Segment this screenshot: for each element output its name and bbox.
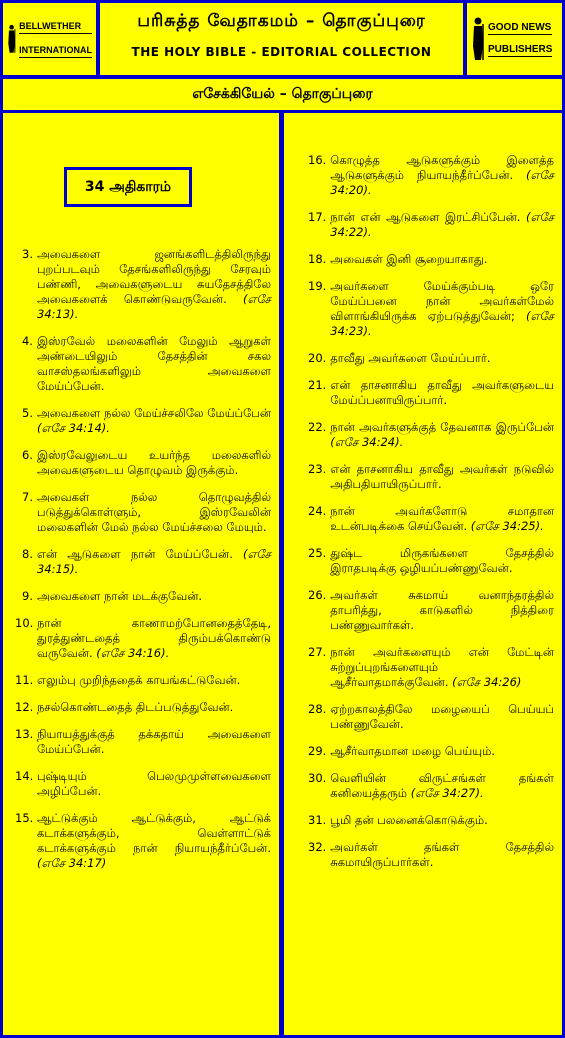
verse-body: ஆசீர்வாதமான மழை பெய்யும். <box>330 744 495 758</box>
verse-body: அவைகளை ஜனங்களிடத்திலிருந்து புறப்படவும் தேசங்களிலிருந்து சேரவும் பண்ணி, அவைகளுடைய சுயதேசத்திலே அவைகளைக் கொண்டுவருவேன். <box>37 247 271 306</box>
verse-item <box>15 811 271 871</box>
verse-text <box>37 547 271 577</box>
verse-text <box>330 744 554 759</box>
verse-item <box>308 504 554 534</box>
title-box <box>100 3 463 75</box>
verse-item <box>15 700 271 715</box>
verse-body: இஸ்ரவேல் மலைகளின் மேலும் ஆறுகள் அண்டையிலும் தேசத்தின் சகல வாசஸ்தலங்களிலும் அவைகளை மேய்ப்பேன். <box>37 334 271 393</box>
verse-body: கொழுத்த ஆடுகளுக்கும் இளைத்த ஆடுகளுக்கும் நியாயந்தீர்ப்பேன். <box>330 153 554 182</box>
verse-body: நான் என் ஆடுகளை இரட்சிப்பேன். <box>330 210 521 224</box>
verse-reference: (எசே 34:24). <box>330 435 404 449</box>
verse-reference: (எசே 34:16). <box>92 646 170 660</box>
verse-item <box>308 702 554 732</box>
verse-number: 28. <box>308 702 327 716</box>
verse-number: 22. <box>308 420 327 434</box>
verse-text <box>37 448 271 478</box>
verse-text <box>330 645 554 690</box>
verse-item <box>308 813 554 828</box>
verse-number: 29. <box>308 744 327 758</box>
verse-item <box>15 406 271 436</box>
verse-number: 13. <box>15 727 34 741</box>
verse-body: அவைகள் இனி சூறையாகாது. <box>330 252 488 266</box>
verse-item <box>15 247 271 322</box>
verse-number: 14. <box>15 769 34 783</box>
verse-item <box>308 252 554 267</box>
verse-number: 27. <box>308 645 327 659</box>
verse-number: 4. <box>22 334 33 348</box>
verse-text <box>37 616 271 661</box>
verse-reference: (எசே 34:26) <box>448 675 522 689</box>
verse-text <box>330 588 554 633</box>
verse-number: 3. <box>22 247 33 261</box>
verse-body: நான் காணாமற்போனதைத்தேடி, துரத்துண்டதைத் திரும்பக்கொண்டு வருவேன். <box>37 616 271 660</box>
verse-text <box>330 378 554 408</box>
verse-reference: (எசே 34:13). <box>37 292 271 321</box>
verse-number: 15. <box>15 811 34 825</box>
verse-reference: (எசே 34:15). <box>37 547 272 576</box>
verse-item <box>308 210 554 240</box>
verse-body: வெளியின் விருட்சங்கள் தங்கள் கனியைத்தரும் <box>330 771 554 800</box>
verse-item <box>15 589 271 604</box>
verse-number: 7. <box>22 490 33 504</box>
verse-item <box>308 645 554 690</box>
good-news-logo <box>467 3 562 75</box>
verse-number: 5. <box>22 406 33 420</box>
verse-body: நசல்கொண்டதைத் திடப்படுத்துவேன். <box>37 700 234 714</box>
verse-item <box>15 727 271 757</box>
verse-body: அவைகளை நான் மடக்குவேன். <box>37 589 203 603</box>
verse-text <box>37 769 271 799</box>
verse-text <box>330 462 554 492</box>
verse-item <box>308 744 554 759</box>
verse-number: 8. <box>22 547 33 561</box>
verse-body: அவர்கள் சுகமாய் வனாந்தரத்தில் தாபரித்து, காடுகளில் நித்திரை பண்ணுவார்கள். <box>330 588 554 632</box>
verse-item <box>308 771 554 801</box>
verse-body: அவைகள் நல்ல தொழுவத்தில் படுத்துக்கொள்ளும், இஸ்ரவேலின் மலைகளின் மேல் நல்ல மேய்ச்சலை மேயும். <box>37 490 271 534</box>
verse-body: ஆட்டுக்கும் ஆட்டுக்கும், ஆட்டுக் கடாக்களுக்கும், வெள்ளாட்டுக் கடாக்களுக்கும் நான் நியாயந்தீர்ப்பேன். <box>37 811 271 855</box>
verse-number: 17. <box>308 210 327 224</box>
verse-number: 24. <box>308 504 327 518</box>
verse-list-right <box>308 153 554 870</box>
shepherd-figure-icon <box>7 16 16 62</box>
verse-text <box>37 490 271 535</box>
shepherd-figure-icon <box>471 16 485 62</box>
verse-text <box>330 420 554 450</box>
verse-text <box>330 153 554 198</box>
logo-left-line2: INTERNATIONAL <box>19 44 92 58</box>
verse-reference: (எசே 34:27). <box>407 786 484 800</box>
verse-text <box>37 700 271 715</box>
logo-right-line1: GOOD NEWS <box>488 22 552 33</box>
verse-item <box>15 490 271 535</box>
verse-number: 6. <box>22 448 33 462</box>
logo-left-line1: BELLWETHER <box>19 20 92 34</box>
verse-body: நான் அவர்களோடு சமாதான உடன்படிக்கை செய்வேன். <box>330 504 554 533</box>
verse-item <box>15 547 271 577</box>
verse-number: 23. <box>308 462 327 476</box>
verse-text <box>37 811 271 871</box>
verse-item <box>308 840 554 870</box>
verse-item <box>15 769 271 799</box>
verse-text <box>330 210 554 240</box>
verse-number: 31. <box>308 813 327 827</box>
verse-text <box>330 546 554 576</box>
verse-text <box>330 279 554 339</box>
verse-number: 16. <box>308 153 327 167</box>
verse-body: அவர்கள் தங்கள் தேசத்தில் சுகமாயிருப்பார்கள். <box>330 840 554 869</box>
verse-body: நியாயத்துக்குத் தக்கதாய் அவைகளை மேய்ப்பேன். <box>37 727 271 756</box>
verse-text <box>330 351 554 366</box>
verse-reference: (எசே 34:17) <box>37 856 107 870</box>
subtitle-box <box>3 79 562 110</box>
verse-body: என் ஆடுகளை நான் மேய்ப்பேன். <box>37 547 233 561</box>
verse-text <box>37 406 271 436</box>
verse-number: 26. <box>308 588 327 602</box>
verse-body: இஸ்ரவேலுடைய உயர்ந்த மலைகளில் அவைகளுடைய தொழுவம் இருக்கும். <box>37 448 271 477</box>
verse-reference: (எசே 34:22). <box>330 210 554 239</box>
verse-item <box>15 448 271 478</box>
verse-text <box>37 589 271 604</box>
verse-body: அவர்களை மேய்க்கும்படி ஒரே மேய்ப்பனை நான் அவர்கள்மேல் விளாங்கியிருக்க ஏற்படுத்துவேன்; <box>330 279 554 323</box>
verse-text <box>330 504 554 534</box>
page-title-english: THE HOLY BIBLE - EDITORIAL COLLECTION <box>131 45 432 59</box>
verse-body: ஏற்றகாலத்திலே மழையைப் பெய்யப் பண்ணுவேன். <box>330 702 554 731</box>
verse-item <box>15 616 271 661</box>
verse-body: தாவீது அவர்களை மேய்ப்பார். <box>330 351 491 365</box>
verse-number: 25. <box>308 546 327 560</box>
verse-text <box>330 771 554 801</box>
left-column <box>3 113 279 1035</box>
verse-number: 11. <box>15 673 34 687</box>
logo-right-line2: PUBLISHERS <box>488 44 553 55</box>
verse-item <box>308 153 554 198</box>
verse-reference: (எசே 34:14). <box>37 421 110 435</box>
verse-item <box>308 546 554 576</box>
verse-number: 10. <box>15 616 34 630</box>
verse-item <box>308 351 554 366</box>
verse-body: நான் அவர்களுக்குத் தேவனாக இருப்பேன் <box>330 420 554 434</box>
verse-number: 12. <box>15 700 34 714</box>
verse-item <box>308 378 554 408</box>
verse-body: புஷ்டியும் பெலமுமுள்ளவைகளை அழிப்பேன். <box>37 769 271 798</box>
verse-item <box>308 420 554 450</box>
verse-text <box>37 673 271 688</box>
verse-number: 30. <box>308 771 327 785</box>
verse-body: என் தாசனாகிய தாவீது அவர்களுடைய மேய்ப்பனாயிருப்பார். <box>330 378 554 407</box>
verse-text <box>330 840 554 870</box>
verse-item <box>308 462 554 492</box>
verse-number: 32. <box>308 840 327 854</box>
verse-text <box>37 247 271 322</box>
verse-item <box>308 588 554 633</box>
verse-number: 9. <box>22 589 33 603</box>
verse-item <box>15 334 271 394</box>
verse-body: எலும்பு முறிந்ததைக் காயங்கட்டுவேன். <box>37 673 241 687</box>
verse-text <box>37 727 271 757</box>
verse-number: 21. <box>308 378 327 392</box>
verse-body: அவைகளை நல்ல மேய்ச்சலிலே மேய்ப்பேன் <box>37 406 271 420</box>
verse-list-left <box>15 247 271 871</box>
verse-reference: (எசே 34:25). <box>467 519 544 533</box>
chapter-label: 34 அதிகாரம் <box>64 167 192 207</box>
verse-item <box>15 673 271 688</box>
verse-text <box>37 334 271 394</box>
verse-body: என் தாசனாகிய தாவீது அவர்கள் நடுவில் அதிபதியாயிருப்பார். <box>330 462 554 491</box>
verse-reference: (எசே 34:20). <box>330 168 554 197</box>
verse-body: துஷ்ட மிருகங்களை தேசத்தில் இராதபடிக்கு ஒழியப்பண்ணுவேன். <box>330 546 554 575</box>
bellwether-logo <box>3 3 96 75</box>
verse-number: 19. <box>308 279 327 293</box>
verse-item <box>308 279 554 339</box>
verse-text <box>330 252 554 267</box>
verse-body: நான் அவர்களையும் என் மேட்டின் சுற்றுப்புறங்களையும் ஆசீர்வாதமாக்குவேன். <box>330 645 554 689</box>
page-subtitle: எசேக்கியேல் – தொகுப்புரை <box>192 86 373 102</box>
page-title-tamil: பரிசுத்த வேதாகமம் – தொகுப்புரை <box>137 11 426 31</box>
verse-reference: (எசே 34:23). <box>330 309 554 338</box>
verse-number: 18. <box>308 252 327 266</box>
verse-number: 20. <box>308 351 327 365</box>
verse-body: பூமி தன் பலனைக்கொடுக்கும். <box>330 813 488 827</box>
verse-text <box>330 702 554 732</box>
right-column <box>284 113 562 1035</box>
verse-text <box>330 813 554 828</box>
